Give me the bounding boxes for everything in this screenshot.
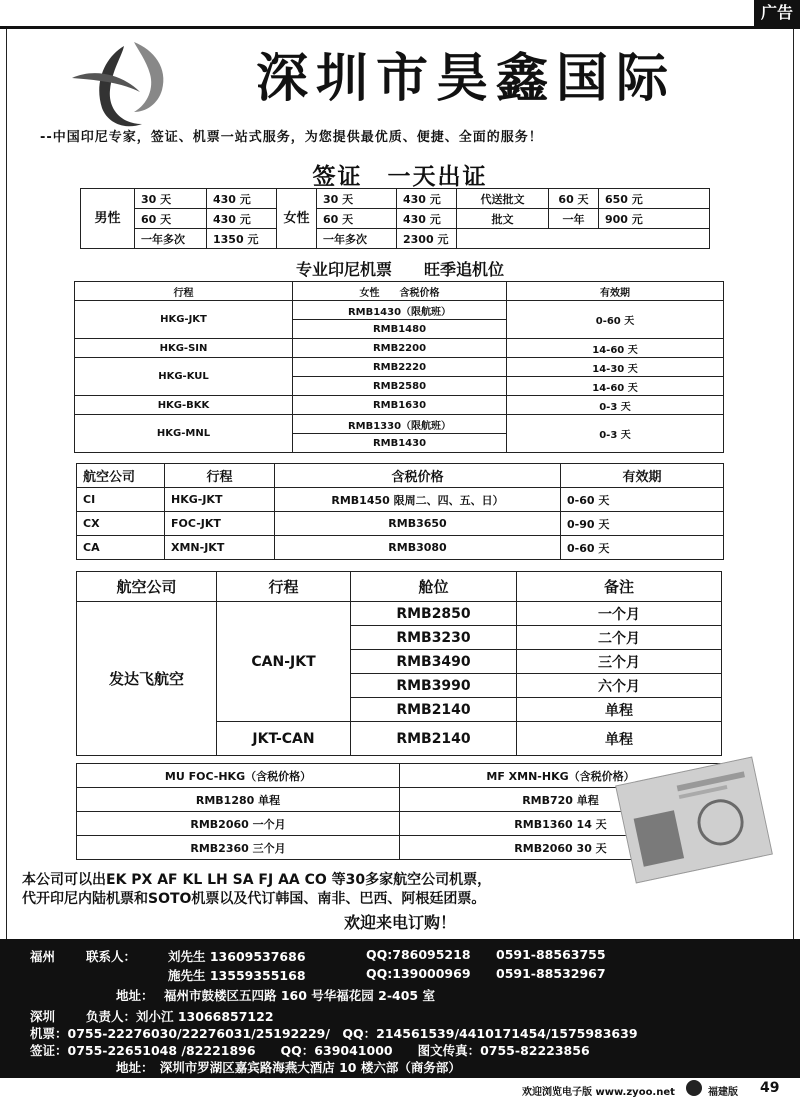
airline-cell: 发达飞航空 bbox=[77, 602, 217, 756]
remark-cell: 三个月 bbox=[517, 650, 722, 674]
validity-cell: 0-60 天 bbox=[507, 301, 724, 339]
shenzhen-city: 深圳 bbox=[30, 1009, 56, 1024]
table-cell: RMB2360 三个月 bbox=[77, 836, 400, 860]
visa-cell: 30 天 bbox=[317, 189, 397, 209]
visa-cell: 2300 元 bbox=[397, 229, 457, 249]
visa-cell: 批文 bbox=[457, 209, 549, 229]
visa-cell: 60 天 bbox=[549, 189, 599, 209]
price-cell: RMB3490 bbox=[351, 650, 517, 674]
page-footer bbox=[0, 1078, 800, 1100]
route-cell: HKG-MNL bbox=[75, 415, 293, 453]
visa-cell: 650 元 bbox=[599, 189, 710, 209]
price-cell: RMB3230 bbox=[351, 626, 517, 650]
table-cell: CX bbox=[77, 512, 165, 536]
table-cell: CA bbox=[77, 536, 165, 560]
table-cell: RMB2060 30 天 bbox=[400, 836, 722, 860]
column-header: MU FOC-HKG（含税价格） bbox=[77, 764, 400, 788]
column-header: 航空公司 bbox=[77, 572, 217, 602]
shenzhen-visa-line: 签证：0755-22651048 /82221896 QQ：639041000 图文传真：0755-82223856 bbox=[30, 1043, 590, 1058]
fuzhou-role: 联系人： bbox=[86, 949, 137, 964]
route-cell: HKG-SIN bbox=[75, 339, 293, 358]
column-header: 有效期 bbox=[507, 282, 724, 301]
shenzhen-ticket-line: 机票：0755-22276030/22276031/25192229/ QQ：214561539/4410171454/1575983639 bbox=[30, 1026, 638, 1041]
welcome-text: 欢迎来电订购！ bbox=[343, 913, 456, 932]
shenzhen-address: 地址： 深圳市罗湖区嘉宾路海燕大酒店 10 楼六部（商务部） bbox=[116, 1060, 461, 1075]
table-cell: RMB1450 限周二、四、五、日） bbox=[275, 488, 561, 512]
price-cell: RMB1430 bbox=[293, 434, 507, 453]
remark-cell: 单程 bbox=[517, 698, 722, 722]
remark-cell: 一个月 bbox=[517, 602, 722, 626]
price-cell: RMB3990 bbox=[351, 674, 517, 698]
table-cell: 0-60 天 bbox=[561, 488, 724, 512]
fuzhou-tel-2: 0591-88532967 bbox=[496, 966, 606, 981]
airline-fare-table bbox=[76, 463, 724, 560]
column-header: 行程 bbox=[165, 464, 275, 488]
fadafei-fare-table bbox=[76, 571, 722, 756]
price-cell: RMB1430（限航班） bbox=[293, 301, 507, 320]
table-cell: RMB3650 bbox=[275, 512, 561, 536]
table-cell: 0-90 天 bbox=[561, 512, 724, 536]
table-cell: RMB720 单程 bbox=[400, 788, 722, 812]
column-header: 女性 含税价格 bbox=[293, 282, 507, 301]
route-cell: HKG-BKK bbox=[75, 396, 293, 415]
fuzhou-contact-1: 刘先生 13609537686 bbox=[168, 949, 306, 964]
company-name: 深圳市昊鑫国际 bbox=[255, 48, 676, 109]
visa-cell: 30 天 bbox=[135, 189, 207, 209]
table-cell: RMB3080 bbox=[275, 536, 561, 560]
route-cell: HKG-JKT bbox=[75, 301, 293, 339]
price-cell: RMB2140 bbox=[351, 698, 517, 722]
validity-cell: 14-60 天 bbox=[507, 339, 724, 358]
visa-cell: 60 天 bbox=[135, 209, 207, 229]
visa-cell: 一年 bbox=[549, 209, 599, 229]
female-label: 女性 bbox=[277, 189, 317, 249]
footer-edition: 福建版 bbox=[708, 1087, 738, 1098]
column-header: 含税价格 bbox=[275, 464, 561, 488]
promo-line: 本公司可以出EK PX AF KL LH SA FJ AA CO 等30多家航空公司机票， bbox=[22, 872, 492, 888]
remark-cell: 单程 bbox=[517, 722, 722, 756]
table-cell: RMB1280 单程 bbox=[77, 788, 400, 812]
fuzhou-qq-2: QQ:139000969 bbox=[366, 966, 471, 981]
fuzhou-qq-1: QQ:786095218 bbox=[366, 947, 471, 962]
route-cell: HKG-KUL bbox=[75, 358, 293, 396]
page-number: 49 bbox=[760, 1080, 780, 1096]
fuzhou-city: 福州 bbox=[30, 949, 56, 964]
contact-panel bbox=[0, 939, 800, 1078]
remark-cell: 六个月 bbox=[517, 674, 722, 698]
visa-cell bbox=[599, 229, 710, 249]
visa-table bbox=[80, 188, 710, 249]
visa-cell bbox=[457, 229, 549, 249]
visa-cell: 430 元 bbox=[397, 189, 457, 209]
male-label: 男性 bbox=[81, 189, 135, 249]
ad-tag: 广告 bbox=[754, 0, 800, 26]
promo-line: 代开印尼内陆机票和SOTO机票以及代订韩国、南非、巴西、阿根廷团票。 bbox=[22, 891, 486, 907]
fuzhou-tel-1: 0591-88563755 bbox=[496, 947, 606, 962]
table-cell: 0-60 天 bbox=[561, 536, 724, 560]
column-header: 备注 bbox=[517, 572, 722, 602]
fuzhou-address: 福州市鼓楼区五四路 160 号华福花园 2-405 室 bbox=[164, 988, 435, 1003]
column-header: 有效期 bbox=[561, 464, 724, 488]
visa-cell: 一年多次 bbox=[317, 229, 397, 249]
visa-cell: 60 天 bbox=[317, 209, 397, 229]
price-cell: RMB2200 bbox=[293, 339, 507, 358]
fuzhou-address-label: 地址： bbox=[116, 988, 154, 1003]
visa-cell: 900 元 bbox=[599, 209, 710, 229]
column-header: 行程 bbox=[217, 572, 351, 602]
table-cell: RMB1360 14 天 bbox=[400, 812, 722, 836]
column-header: 航空公司 bbox=[77, 464, 165, 488]
fuzhou-contact-2: 施先生 13559355168 bbox=[168, 968, 306, 983]
table-cell: XMN-JKT bbox=[165, 536, 275, 560]
column-header: MF XMN-HKG（含税价格） bbox=[400, 764, 722, 788]
site-logo-icon bbox=[686, 1080, 702, 1096]
validity-cell: 0-3 天 bbox=[507, 415, 724, 453]
shenzhen-manager: 负责人：刘小江 13066857122 bbox=[86, 1009, 274, 1024]
fare-table-women bbox=[74, 281, 724, 453]
price-cell: RMB2220 bbox=[293, 358, 507, 377]
price-cell: RMB1480 bbox=[293, 320, 507, 339]
visa-cell bbox=[549, 229, 599, 249]
validity-cell: 14-30 天 bbox=[507, 358, 724, 377]
price-cell: RMB1630 bbox=[293, 396, 507, 415]
table-cell: HKG-JKT bbox=[165, 488, 275, 512]
route-cell: JKT-CAN bbox=[217, 722, 351, 756]
promo-text bbox=[22, 871, 762, 909]
visa-cell: 一年多次 bbox=[135, 229, 207, 249]
validity-cell: 14-60 天 bbox=[507, 377, 724, 396]
visa-cell: 430 元 bbox=[207, 209, 277, 229]
price-cell: RMB2850 bbox=[351, 602, 517, 626]
price-cell: RMB2580 bbox=[293, 377, 507, 396]
remark-cell: 二个月 bbox=[517, 626, 722, 650]
table-cell: CI bbox=[77, 488, 165, 512]
price-cell: RMB2140 bbox=[351, 722, 517, 756]
table-cell: RMB2060 一个月 bbox=[77, 812, 400, 836]
ticket-title: 专业印尼机票 旺季追机位 bbox=[295, 260, 504, 279]
company-logo-icon bbox=[64, 38, 176, 138]
table-cell: FOC-JKT bbox=[165, 512, 275, 536]
visa-cell: 430 元 bbox=[207, 189, 277, 209]
validity-cell: 0-3 天 bbox=[507, 396, 724, 415]
visa-title: 签证 一天出证 bbox=[312, 164, 488, 190]
route-cell: CAN-JKT bbox=[217, 602, 351, 722]
slogan: --中国印尼专家，签证、机票一站式服务，为您提供最优质、便捷、全面的服务！ bbox=[40, 130, 543, 145]
column-header: 行程 bbox=[75, 282, 293, 301]
price-cell: RMB1330（限航班） bbox=[293, 415, 507, 434]
visa-cell: 1350 元 bbox=[207, 229, 277, 249]
visa-cell: 代送批文 bbox=[457, 189, 549, 209]
footer-site: 欢迎浏览电子版 www.zyoo.net bbox=[522, 1087, 675, 1098]
visa-cell: 430 元 bbox=[397, 209, 457, 229]
column-header: 舱位 bbox=[351, 572, 517, 602]
